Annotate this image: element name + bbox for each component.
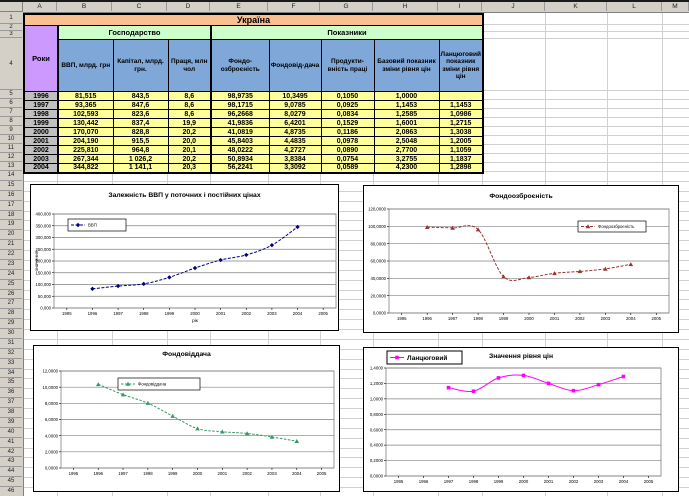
table-row — [24, 110, 483, 119]
table-row — [24, 119, 483, 128]
row-header-41[interactable]: 41 — [0, 438, 22, 448]
svg-text:0,4000: 0,4000 — [369, 442, 383, 448]
row-header-38[interactable]: 38 — [0, 408, 22, 418]
row-header-37[interactable]: 37 — [0, 398, 22, 408]
svg-text:60,0000: 60,0000 — [370, 258, 386, 264]
svg-text:2005: 2005 — [643, 479, 654, 484]
svg-text:100,000: 100,000 — [35, 282, 51, 288]
svg-text:2003: 2003 — [267, 311, 277, 316]
table-cell[interactable]: 3,3092 — [269, 164, 321, 173]
table-cell[interactable]: 81,515 — [58, 92, 113, 101]
svg-text:2001: 2001 — [215, 311, 226, 316]
table-cell[interactable]: 20,2 — [168, 128, 211, 137]
table-cell[interactable]: 0,0978 — [321, 137, 374, 146]
svg-text:1998: 1998 — [138, 311, 149, 316]
col-header-capital-per-worker[interactable]: Фондо-озброєність — [211, 40, 269, 92]
svg-text:2005: 2005 — [651, 316, 662, 321]
svg-text:1995: 1995 — [396, 316, 407, 321]
table-cell[interactable]: 1 026,2 — [113, 155, 168, 164]
table-cell[interactable]: 1,1059 — [439, 146, 483, 155]
year-cell[interactable]: 2003 — [24, 155, 58, 164]
svg-text:2004: 2004 — [291, 471, 302, 476]
table-cell[interactable]: 8,6 — [168, 92, 211, 101]
row-header-44[interactable]: 44 — [0, 467, 22, 477]
svg-text:1,4000: 1,4000 — [369, 365, 383, 371]
table-cell[interactable]: 98,1715 — [211, 101, 269, 110]
svg-text:1997: 1997 — [113, 311, 123, 316]
table-cell[interactable]: 130,442 — [58, 119, 113, 128]
svg-text:1,2000: 1,2000 — [369, 381, 383, 387]
table-cell[interactable]: 8,6 — [168, 110, 211, 119]
row-header-6[interactable]: 6 — [0, 99, 22, 108]
row-header-18[interactable]: 18 — [0, 211, 22, 221]
chart-gdp[interactable] — [30, 184, 339, 331]
data-table — [23, 13, 484, 174]
svg-text:40,0000: 40,0000 — [370, 275, 386, 281]
column-header-M[interactable]: M — [662, 2, 689, 11]
svg-text:2005: 2005 — [318, 311, 328, 316]
row-header-34[interactable]: 34 — [0, 369, 22, 379]
svg-text:1995: 1995 — [62, 311, 72, 316]
col-header-gdp[interactable]: ВВП, млрд. грн — [58, 40, 113, 92]
svg-text:2000: 2000 — [190, 311, 200, 316]
svg-text:350,000: 350,000 — [35, 223, 51, 229]
group-header-economy[interactable]: Господарство — [58, 26, 211, 40]
svg-text:1999: 1999 — [493, 479, 504, 484]
table-cell[interactable]: 1,1837 — [439, 155, 483, 164]
col-header-labour-productivity[interactable]: Продукти-вність праці — [321, 40, 374, 92]
row-header-35[interactable]: 35 — [0, 378, 22, 388]
svg-text:2003: 2003 — [267, 471, 277, 476]
row-header-46[interactable]: 46 — [0, 487, 22, 496]
table-cell[interactable]: 9,0785 — [269, 101, 321, 110]
svg-text:1998: 1998 — [473, 316, 483, 321]
row-header-33[interactable]: 33 — [0, 359, 22, 369]
svg-text:12,0000: 12,0000 — [42, 368, 58, 374]
svg-text:Фондоозброєність: Фондоозброєність — [598, 224, 635, 230]
table-cell[interactable]: 4,4835 — [269, 137, 321, 146]
svg-text:1999: 1999 — [498, 316, 509, 321]
year-cell[interactable]: 1997 — [24, 101, 58, 110]
row-header-9[interactable]: 9 — [0, 126, 22, 135]
row-header-25[interactable]: 25 — [0, 280, 22, 290]
table-cell[interactable]: 2,0863 — [374, 128, 439, 137]
svg-text:1996: 1996 — [422, 316, 432, 321]
row-header-1[interactable]: 1 — [0, 13, 22, 24]
table-cell[interactable]: 45,8403 — [211, 137, 269, 146]
table-cell[interactable]: 3,2755 — [374, 155, 439, 164]
table-cell[interactable]: 1,2898 — [439, 164, 483, 173]
svg-text:1998: 1998 — [143, 471, 153, 476]
column-headers-row — [24, 40, 483, 92]
table-cell[interactable]: 964,8 — [113, 146, 168, 155]
svg-text:8,0000: 8,0000 — [44, 400, 58, 406]
svg-text:150,000: 150,000 — [35, 270, 51, 276]
row-header-12[interactable]: 12 — [0, 153, 22, 162]
table-cell[interactable] — [439, 92, 483, 101]
svg-text:2001: 2001 — [217, 471, 228, 476]
table-cell[interactable]: 102,593 — [58, 110, 113, 119]
row-header-17[interactable]: 17 — [0, 201, 22, 211]
column-header-A[interactable]: A — [23, 2, 57, 11]
column-header-K[interactable]: K — [545, 2, 607, 11]
table-cell[interactable]: 20,0 — [168, 137, 211, 146]
row-header-20[interactable]: 20 — [0, 230, 22, 240]
table-cell[interactable]: 4,2300 — [374, 164, 439, 173]
table-cell[interactable]: 6,4201 — [269, 119, 321, 128]
table-cell[interactable]: 837,4 — [113, 119, 168, 128]
table-row — [24, 146, 483, 155]
svg-text:2,0000: 2,0000 — [44, 449, 58, 455]
year-cell[interactable]: 1998 — [24, 110, 58, 119]
row-header-7[interactable]: 7 — [0, 108, 22, 117]
table-row — [24, 155, 483, 164]
svg-text:2002: 2002 — [241, 311, 252, 316]
column-header-D[interactable]: D — [167, 2, 210, 11]
row-header-23[interactable]: 23 — [0, 260, 22, 270]
table-cell[interactable]: 170,070 — [58, 128, 113, 137]
table-cell[interactable]: 50,8934 — [211, 155, 269, 164]
row-header-36[interactable]: 36 — [0, 388, 22, 398]
year-cell[interactable]: 2004 — [24, 164, 58, 173]
table-cell[interactable]: 1,3038 — [439, 128, 483, 137]
svg-text:ВВП: ВВП — [88, 222, 97, 228]
svg-text:2002: 2002 — [242, 471, 252, 476]
svg-text:2002: 2002 — [575, 316, 585, 321]
table-cell[interactable]: 93,365 — [58, 101, 113, 110]
table-cell[interactable]: 3,8384 — [269, 155, 321, 164]
select-all-corner[interactable] — [0, 2, 23, 12]
svg-text:1997: 1997 — [118, 471, 128, 476]
table-cell[interactable]: 1,2005 — [439, 137, 483, 146]
table-cell[interactable]: 0,1050 — [321, 92, 374, 101]
column-header-J[interactable]: J — [482, 2, 545, 11]
table-cell[interactable]: 915,5 — [113, 137, 168, 146]
svg-text:2003: 2003 — [593, 479, 604, 484]
svg-text:0,0000: 0,0000 — [372, 310, 386, 316]
svg-text:Ланцюговий: Ланцюговий — [407, 354, 448, 362]
year-cell[interactable]: 1999 — [24, 119, 58, 128]
svg-text:2002: 2002 — [568, 479, 579, 484]
column-header-G[interactable]: G — [320, 2, 373, 11]
svg-text:1996: 1996 — [87, 311, 98, 316]
svg-text:0,2000: 0,2000 — [369, 458, 383, 464]
svg-text:1996: 1996 — [418, 479, 429, 484]
col-header-chain-price-index[interactable]: Ланцюговий показник зміни рівня цін — [439, 40, 483, 92]
svg-text:0,8000: 0,8000 — [369, 411, 383, 417]
svg-text:120,0000: 120,0000 — [368, 206, 386, 212]
svg-text:100,0000: 100,0000 — [368, 223, 386, 229]
table-cell[interactable]: 847,6 — [113, 101, 168, 110]
column-header-L[interactable]: L — [607, 2, 662, 11]
table-cell[interactable]: 2,7700 — [374, 146, 439, 155]
svg-text:2005: 2005 — [316, 471, 327, 476]
table-cell[interactable]: 823,6 — [113, 110, 168, 119]
row-header-29[interactable]: 29 — [0, 319, 22, 329]
svg-text:2000: 2000 — [192, 471, 203, 476]
row-header-45[interactable]: 45 — [0, 477, 22, 487]
table-cell[interactable]: 0,0754 — [321, 155, 374, 164]
svg-text:20,0000: 20,0000 — [370, 293, 386, 299]
table-row — [24, 92, 483, 101]
column-header-strip — [0, 2, 689, 13]
svg-text:1996: 1996 — [93, 471, 104, 476]
table-row — [24, 128, 483, 137]
year-cell[interactable]: 2001 — [24, 137, 58, 146]
row-header-27[interactable]: 27 — [0, 299, 22, 309]
row-header-26[interactable]: 26 — [0, 290, 22, 300]
table-cell[interactable]: 0,1529 — [321, 119, 374, 128]
row-header-43[interactable]: 43 — [0, 457, 22, 467]
table-cell[interactable]: 204,190 — [58, 137, 113, 146]
table-title-ukraine[interactable]: Україна — [24, 14, 483, 26]
row-header-13[interactable]: 13 — [0, 162, 22, 171]
row-header-3[interactable]: 3 — [0, 31, 22, 38]
group-header-indicators[interactable]: Показники — [211, 26, 483, 40]
row-header-21[interactable]: 21 — [0, 240, 22, 250]
table-cell[interactable]: 8,0279 — [269, 110, 321, 119]
svg-text:6,0000: 6,0000 — [44, 417, 58, 423]
row-header-11[interactable]: 11 — [0, 144, 22, 153]
col-header-capital[interactable]: Капітал, млрд. грн. — [113, 40, 168, 92]
table-cell[interactable]: 56,2241 — [211, 164, 269, 173]
row-header-strip — [0, 12, 24, 496]
row-header-39[interactable]: 39 — [0, 418, 22, 428]
row-header-8[interactable]: 8 — [0, 117, 22, 126]
year-cell[interactable]: 2002 — [24, 146, 58, 155]
row-header-42[interactable]: 42 — [0, 448, 22, 458]
table-cell[interactable]: 0,0834 — [321, 110, 374, 119]
row-header-19[interactable]: 19 — [0, 220, 22, 230]
table-cell[interactable]: 41,9836 — [211, 119, 269, 128]
table-cell[interactable]: 267,344 — [58, 155, 113, 164]
table-cell[interactable]: 8,6 — [168, 101, 211, 110]
table-cell[interactable]: 4,8735 — [269, 128, 321, 137]
svg-text:значення: значення — [35, 250, 40, 272]
table-cell[interactable]: 10,3495 — [269, 92, 321, 101]
table-cell[interactable]: 96,2668 — [211, 110, 269, 119]
row-header-14[interactable]: 14 — [0, 171, 22, 181]
row-header-22[interactable]: 22 — [0, 250, 22, 260]
row-header-5[interactable]: 5 — [0, 90, 22, 99]
table-cell[interactable]: 225,810 — [58, 146, 113, 155]
row-header-15[interactable]: 15 — [0, 181, 22, 191]
table-cell[interactable]: 1,0986 — [439, 110, 483, 119]
svg-text:400,000: 400,000 — [35, 211, 51, 217]
column-header-H[interactable]: H — [373, 2, 438, 11]
table-cell[interactable]: 1,1453 — [374, 101, 439, 110]
year-cell[interactable]: 1996 — [24, 92, 58, 101]
column-header-B[interactable]: B — [57, 2, 112, 11]
col-header-capital-productivity[interactable]: Фондовід-дача — [269, 40, 321, 92]
row-header-2[interactable]: 2 — [0, 24, 22, 31]
chart-capital-productivity[interactable] — [33, 345, 340, 492]
table-cell[interactable]: 1,0000 — [374, 92, 439, 101]
svg-text:1,0000: 1,0000 — [369, 396, 383, 402]
table-cell[interactable]: 0,0925 — [321, 101, 374, 110]
table-row — [24, 137, 483, 146]
table-cell[interactable]: 2,5048 — [374, 137, 439, 146]
svg-text:1999: 1999 — [164, 311, 175, 316]
column-header-C[interactable]: C — [112, 2, 167, 11]
column-header-F[interactable]: F — [268, 2, 320, 11]
svg-text:2004: 2004 — [292, 311, 303, 316]
table-row — [24, 164, 483, 173]
col-header-labour[interactable]: Праця, млн чол — [168, 40, 211, 92]
row-header-28[interactable]: 28 — [0, 309, 22, 319]
svg-text:1999: 1999 — [167, 471, 178, 476]
table-cell[interactable]: 19,9 — [168, 119, 211, 128]
svg-text:2001: 2001 — [543, 479, 554, 484]
table-cell[interactable]: 1,1453 — [439, 101, 483, 110]
row-header-10[interactable]: 10 — [0, 135, 22, 144]
svg-text:1998: 1998 — [468, 479, 479, 484]
svg-text:Значення рівня цін: Значення рівня цін — [488, 353, 554, 360]
svg-text:Фондовіддача: Фондовіддача — [162, 351, 211, 358]
table-cell[interactable]: 0,1186 — [321, 128, 374, 137]
row-header-16[interactable]: 16 — [0, 191, 22, 201]
table-cell[interactable]: 344,822 — [58, 164, 113, 173]
years-column-header[interactable]: Роки — [24, 26, 58, 92]
row-header-32[interactable]: 32 — [0, 349, 22, 359]
table-cell[interactable]: 1,2715 — [439, 119, 483, 128]
table-cell[interactable]: 41,0819 — [211, 128, 269, 137]
svg-text:Фондоозброєність: Фондоозброєність — [489, 193, 553, 200]
row-header-24[interactable]: 24 — [0, 270, 22, 280]
table-cell[interactable]: 1 141,1 — [113, 164, 168, 173]
svg-text:1995: 1995 — [68, 471, 79, 476]
col-header-base-price-index[interactable]: Базовий показник зміни рівня цін — [374, 40, 439, 92]
table-cell[interactable]: 1,2585 — [374, 110, 439, 119]
table-cell[interactable]: 843,5 — [113, 92, 168, 101]
svg-text:0,000: 0,000 — [40, 305, 51, 311]
svg-text:рік: рік — [192, 319, 198, 324]
svg-text:0,6000: 0,6000 — [369, 427, 383, 433]
row-header-4[interactable]: 4 — [0, 38, 22, 90]
svg-text:0,0000: 0,0000 — [44, 465, 58, 471]
table-cell[interactable]: 20,3 — [168, 164, 211, 173]
year-cell[interactable]: 2000 — [24, 128, 58, 137]
row-header-40[interactable]: 40 — [0, 428, 22, 438]
svg-text:2004: 2004 — [618, 479, 629, 484]
row-header-30[interactable]: 30 — [0, 329, 22, 339]
svg-text:1997: 1997 — [443, 479, 454, 484]
svg-text:2000: 2000 — [524, 316, 534, 321]
svg-text:10,0000: 10,0000 — [42, 384, 58, 390]
table-row — [24, 101, 483, 110]
column-header-E[interactable]: E — [210, 2, 268, 11]
svg-text:0,0000: 0,0000 — [369, 473, 383, 479]
svg-text:300,000: 300,000 — [35, 235, 51, 241]
table-cell[interactable]: 48,0222 — [211, 146, 269, 155]
table-cell[interactable]: 20,1 — [168, 146, 211, 155]
svg-text:2001: 2001 — [549, 316, 560, 321]
chart-price-level-chain[interactable] — [363, 347, 679, 492]
svg-text:1997: 1997 — [447, 316, 458, 321]
svg-text:200,000: 200,000 — [35, 258, 51, 264]
svg-text:1995: 1995 — [393, 479, 404, 484]
svg-text:250,000: 250,000 — [35, 246, 51, 252]
svg-text:50,000: 50,000 — [37, 293, 51, 299]
table-cell[interactable]: 98,9735 — [211, 92, 269, 101]
svg-text:80,0000: 80,0000 — [370, 241, 386, 247]
svg-text:Залежність ВВП у поточних і по: Залежність ВВП у поточних і постійних цінах — [108, 192, 261, 199]
table-cell[interactable]: 4,2727 — [269, 146, 321, 155]
table-cell[interactable]: 0,0890 — [321, 146, 374, 155]
svg-text:2004: 2004 — [626, 316, 636, 321]
svg-text:Фондовіддача: Фондовіддача — [138, 381, 167, 387]
row-header-31[interactable]: 31 — [0, 339, 22, 349]
svg-text:2003: 2003 — [600, 316, 611, 321]
svg-text:4,0000: 4,0000 — [44, 433, 58, 439]
table-cell[interactable]: 0,0589 — [321, 164, 374, 173]
chart-capital-per-worker[interactable] — [363, 185, 679, 333]
column-header-I[interactable]: I — [438, 2, 482, 11]
svg-text:2000: 2000 — [518, 479, 529, 484]
table-cell[interactable]: 20,2 — [168, 155, 211, 164]
table-cell[interactable]: 828,8 — [113, 128, 168, 137]
table-cell[interactable]: 1,6001 — [374, 119, 439, 128]
